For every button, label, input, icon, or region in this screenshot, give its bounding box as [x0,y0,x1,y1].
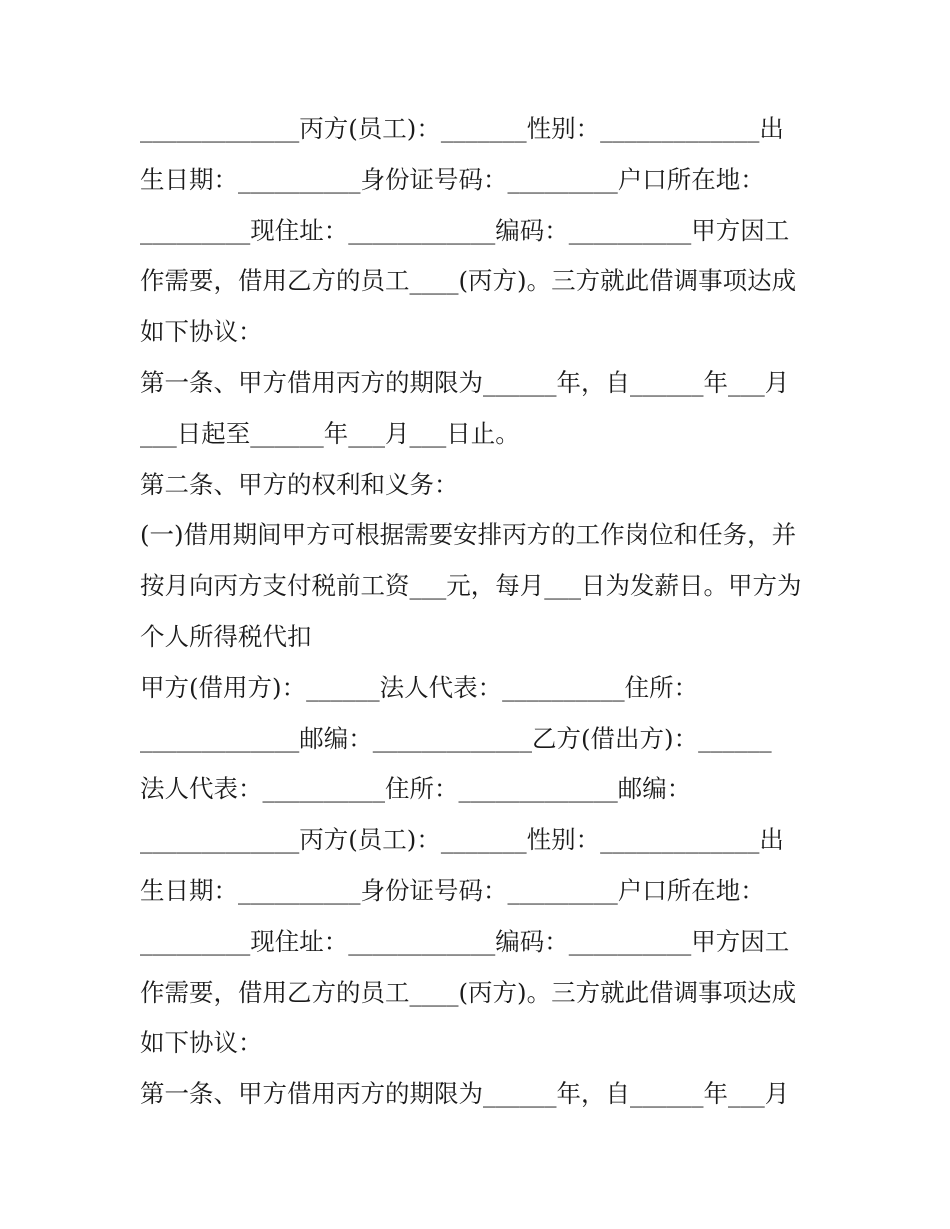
text-line: 作需要，借用乙方的员工____(丙方)。三方就此借调事项达成 [140,977,797,1007]
text-line: 个人所得税代扣 [140,621,312,651]
text-line: 甲方(借用方)：______法人代表：__________住所： [140,672,699,702]
text-line: 按月向丙方支付税前工资___元，每月___日为发薪日。甲方为 [140,571,802,601]
text-line: 第一条、甲方借用丙方的期限为______年，自______年___月 [140,1079,790,1109]
text-line: (一)借用期间甲方可根据需要安排丙方的工作岗位和任务，并 [140,520,797,550]
text-line: 法人代表：__________住所：_____________邮编： [140,774,692,804]
text-line: _____________丙方(员工)：_______性别：_____________出 [140,114,784,143]
text-line: 如下协议： [140,1028,263,1058]
text-line: 生日期：__________身份证号码：_________户口所在地： [140,875,765,905]
text-line: _____________丙方(员工)：_______性别：_____________出 [140,825,784,855]
text-line: ___日起至______年___月___日止。 [140,418,520,448]
text-line: 生日期：__________身份证号码：_________户口所在地： [140,164,765,194]
text-line: 如下协议： [140,317,263,347]
text-line: _________现住址：____________编码：__________甲方因工 [140,926,790,956]
text-line: 第一条、甲方借用丙方的期限为______年，自______年___月 [140,367,790,397]
text-line: 第二条、甲方的权利和义务： [140,469,459,499]
text-line: _____________邮编：_____________乙方(借出方)：______ [140,723,772,753]
document-body [140,104,812,1120]
text-line: 作需要，借用乙方的员工____(丙方)。三方就此借调事项达成 [140,266,797,296]
text-line: _________现住址：____________编码：__________甲方因工 [140,215,790,245]
